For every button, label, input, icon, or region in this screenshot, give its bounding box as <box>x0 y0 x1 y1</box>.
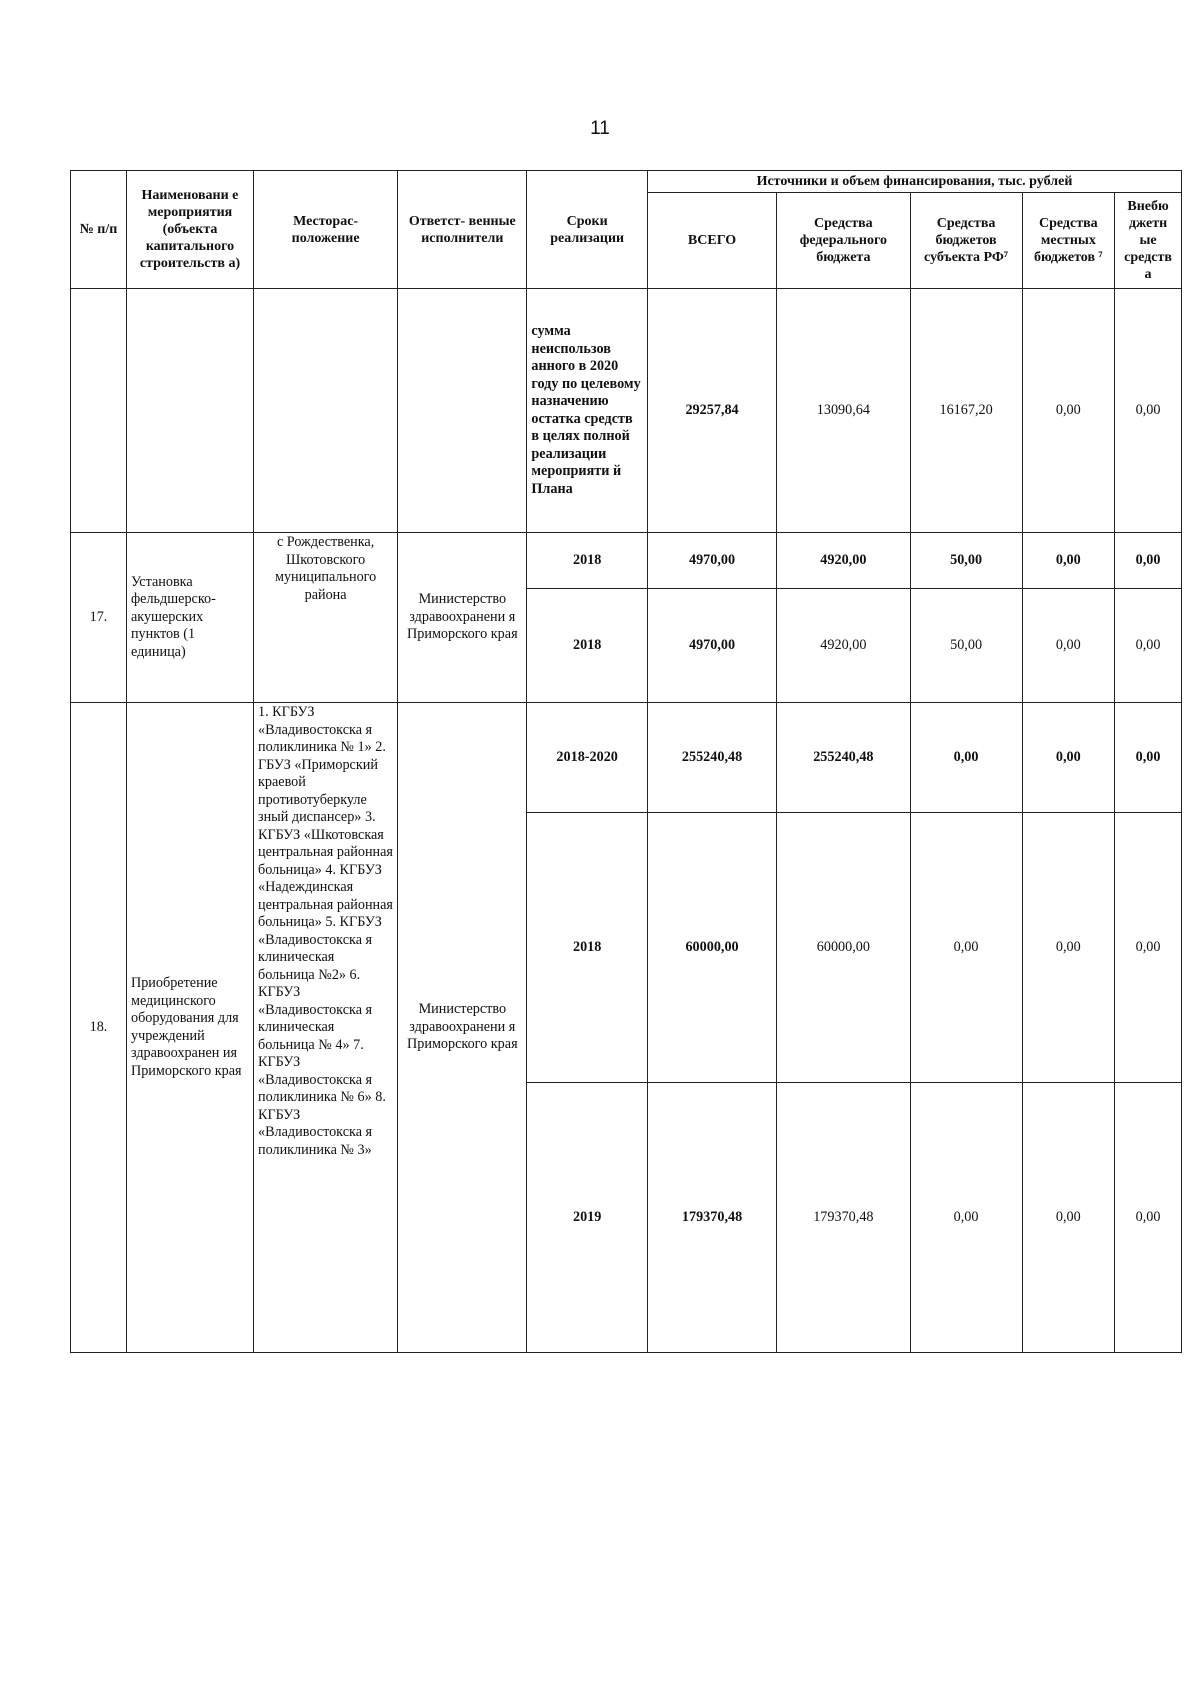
cell-name <box>126 289 253 533</box>
cell-executors: Министерство здравоохранени я Приморского края <box>398 533 527 703</box>
cell-federal: 13090,64 <box>777 289 910 533</box>
header-local: Средства местных бюджетов ⁷ <box>1022 193 1115 289</box>
cell-local: 0,00 <box>1022 703 1115 813</box>
cell-total: 4970,00 <box>647 533 776 589</box>
cell-subject: 50,00 <box>910 589 1022 703</box>
cell-terms: 2019 <box>527 1083 648 1353</box>
cell-total: 29257,84 <box>647 289 776 533</box>
cell-federal: 255240,48 <box>777 703 910 813</box>
cell-total: 255240,48 <box>647 703 776 813</box>
cell-executors <box>398 289 527 533</box>
header-total: ВСЕГО <box>647 193 776 289</box>
table-row <box>71 533 1182 589</box>
cell-location <box>253 289 397 533</box>
cell-federal: 4920,00 <box>777 589 910 703</box>
cell-extra: 0,00 <box>1115 533 1182 589</box>
header-name: Наименовани е мероприятия (объекта капитального строительств а) <box>126 171 253 289</box>
cell-federal: 60000,00 <box>777 813 910 1083</box>
cell-subject: 16167,20 <box>910 289 1022 533</box>
financing-table <box>70 170 1182 1353</box>
cell-location: 1. КГБУЗ «Владивостокска я поликлиника № 1» 2. ГБУЗ «Приморский краевой противотуберкуле зный диспансер» 3. КГБУЗ «Шкотовская центральная районная больница» 4. КГБУЗ «Надеждинская центральная районная больница» 5. КГБУЗ «Владивостокска я клиническая больница №2» 6. КГБУЗ «Владивостокска я клиническая больница № 4» 7. КГБУЗ «Владивостокска я поликлиника № 6» 8. КГБУЗ «Владивостокска я поликлиника № 3» <box>253 703 397 1353</box>
cell-federal: 179370,48 <box>777 1083 910 1353</box>
header-num: № п/п <box>71 171 127 289</box>
cell-total: 179370,48 <box>647 1083 776 1353</box>
cell-subject: 0,00 <box>910 813 1022 1083</box>
header-subject: Средства бюджетов субъекта РФ⁷ <box>910 193 1022 289</box>
cell-subject: 0,00 <box>910 1083 1022 1353</box>
cell-terms: 2018 <box>527 813 648 1083</box>
cell-num <box>71 289 127 533</box>
cell-location: с Рождественка, Шкотовского муниципального района <box>253 533 397 703</box>
cell-subject: 50,00 <box>910 533 1022 589</box>
cell-extra: 0,00 <box>1115 589 1182 703</box>
cell-num: 17. <box>71 533 127 703</box>
header-location: Месторас- положение <box>253 171 397 289</box>
cell-local: 0,00 <box>1022 1083 1115 1353</box>
cell-num: 18. <box>71 703 127 1353</box>
header-terms: Сроки реализации <box>527 171 648 289</box>
cell-executors: Министерство здравоохранени я Приморского края <box>398 703 527 1353</box>
cell-total: 4970,00 <box>647 589 776 703</box>
table-row <box>71 289 1182 533</box>
cell-federal: 4920,00 <box>777 533 910 589</box>
cell-extra: 0,00 <box>1115 813 1182 1083</box>
cell-name: Установка фельдшерско- акушерских пунктов (1 единица) <box>126 533 253 703</box>
cell-subject: 0,00 <box>910 703 1022 813</box>
cell-terms: 2018 <box>527 533 648 589</box>
header-federal: Средства федерального бюджета <box>777 193 910 289</box>
cell-terms: 2018 <box>527 589 648 703</box>
cell-local: 0,00 <box>1022 289 1115 533</box>
cell-terms: сумма неиспользов анного в 2020 году по целевому назначению остатка средств в целях полной реализации мероприяти й Плана <box>527 289 648 533</box>
cell-name: Приобретение медицинского оборудования для учреждений здравоохранен ия Приморского края <box>126 703 253 1353</box>
cell-total: 60000,00 <box>647 813 776 1083</box>
page-number: 11 <box>590 118 610 139</box>
table-row <box>71 703 1182 813</box>
header-executors: Ответст- венные исполнители <box>398 171 527 289</box>
header-extra: Внебю джетн ые средств а <box>1115 193 1182 289</box>
cell-extra: 0,00 <box>1115 703 1182 813</box>
cell-local: 0,00 <box>1022 533 1115 589</box>
cell-local: 0,00 <box>1022 589 1115 703</box>
cell-extra: 0,00 <box>1115 289 1182 533</box>
header-sources: Источники и объем финансирования, тыс. рублей <box>647 171 1181 193</box>
cell-local: 0,00 <box>1022 813 1115 1083</box>
cell-terms: 2018-2020 <box>527 703 648 813</box>
cell-extra: 0,00 <box>1115 1083 1182 1353</box>
